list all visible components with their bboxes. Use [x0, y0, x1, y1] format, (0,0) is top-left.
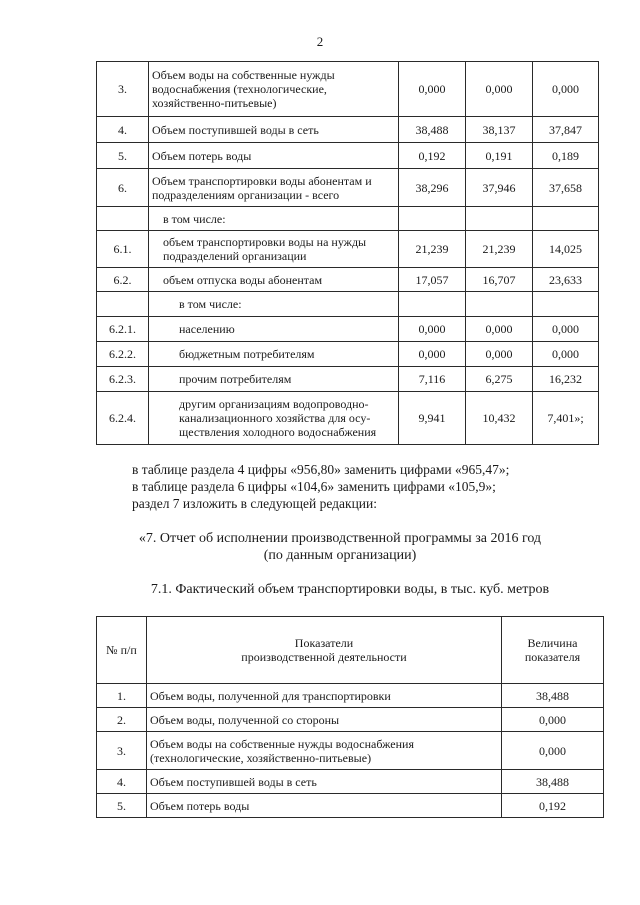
header-value — [502, 617, 604, 684]
table-row — [97, 143, 599, 169]
row-description: в том числе: — [149, 292, 399, 317]
value-col-1: 17,057 — [399, 268, 466, 292]
value-col-3: 14,025 — [533, 231, 599, 268]
transport-volume-table — [96, 61, 599, 445]
value-col-3: 0,000 — [533, 62, 599, 117]
table-row — [97, 292, 599, 317]
amendment-paragraph: в таблице раздела 6 цифры «104,6» заменить цифрами «105,9»; — [132, 479, 496, 494]
value-col-3: 0,000 — [533, 317, 599, 342]
row-description: Объем потерь воды — [147, 794, 502, 818]
value-col-1: 9,941 — [399, 392, 466, 445]
value-col-3 — [533, 207, 599, 231]
amendment-paragraph: раздел 7 изложить в следующей редакции: — [132, 496, 378, 511]
row-number: 1. — [97, 684, 147, 708]
row-description: населению — [149, 317, 399, 342]
value-col-2: 10,432 — [466, 392, 533, 445]
value-col-3: 0,000 — [533, 342, 599, 367]
value-col-1: 7,116 — [399, 367, 466, 392]
row-number: 6.1. — [97, 231, 149, 268]
row-description: Объем воды, полученной для транспортировки — [147, 684, 502, 708]
row-value: 38,488 — [502, 684, 604, 708]
table-row — [97, 342, 599, 367]
value-col-2: 6,275 — [466, 367, 533, 392]
table-row — [97, 392, 599, 445]
table-row — [97, 62, 599, 117]
header-indicators-line1: Показатели — [294, 636, 354, 650]
value-col-1 — [399, 207, 466, 231]
table-row — [97, 317, 599, 342]
table-row — [97, 231, 599, 268]
value-col-2: 38,137 — [466, 117, 533, 143]
row-description: бюджетным потребителям — [149, 342, 399, 367]
row-description: объем отпуска воды абонентам — [149, 268, 399, 292]
row-value: 38,488 — [502, 770, 604, 794]
row-number: 6.2.1. — [97, 317, 149, 342]
row-number: 3. — [97, 62, 149, 117]
value-col-2 — [466, 292, 533, 317]
value-col-1: 38,296 — [399, 169, 466, 207]
value-col-3: 37,658 — [533, 169, 599, 207]
header-indicators — [147, 617, 502, 684]
row-number: 6.2. — [97, 268, 149, 292]
row-number: 5. — [97, 794, 147, 818]
table-row — [97, 708, 604, 732]
row-number — [97, 292, 149, 317]
row-description: Объем транспортировки воды абонентам и подразделениям организации - всего — [149, 169, 399, 207]
row-value: 0,000 — [502, 708, 604, 732]
value-col-3: 37,847 — [533, 117, 599, 143]
value-col-3: 16,232 — [533, 367, 599, 392]
page-number: 2 — [316, 34, 324, 49]
table-header-row — [97, 617, 604, 684]
value-col-1: 0,000 — [399, 317, 466, 342]
row-number — [97, 207, 149, 231]
header-value-line2: показателя — [524, 650, 581, 664]
value-col-2: 0,000 — [466, 317, 533, 342]
amendment-paragraph: в таблице раздела 4 цифры «956,80» заменить цифрами «965,47»; — [132, 462, 510, 477]
table-row — [97, 207, 599, 231]
value-col-1 — [399, 292, 466, 317]
row-description: Объем воды на собственные нужды водоснабжения (технологические, хозяйственно-питьевые) — [149, 62, 399, 117]
value-col-3: 0,189 — [533, 143, 599, 169]
row-number: 6.2.3. — [97, 367, 149, 392]
row-description: Объем воды, полученной со стороны — [147, 708, 502, 732]
value-col-1: 21,239 — [399, 231, 466, 268]
header-number: № п/п — [97, 617, 147, 684]
row-description: в том числе: — [149, 207, 399, 231]
value-col-1: 0,000 — [399, 342, 466, 367]
section-7-1-title: 7.1. Фактический объем транспортировки воды, в тыс. куб. метров — [150, 582, 550, 597]
row-description: Объем поступившей воды в сеть — [149, 117, 399, 143]
row-number: 4. — [97, 117, 149, 143]
row-description: Объем поступившей воды в сеть — [147, 770, 502, 794]
row-description: объем транспортировки воды на нужды подразделений организации — [149, 231, 399, 268]
row-value: 0,000 — [502, 732, 604, 770]
table-row — [97, 117, 599, 143]
table-row — [97, 732, 604, 770]
section-7-subtitle: (по данным организации) — [263, 548, 417, 563]
header-value-line1: Величина — [527, 636, 578, 650]
value-col-1: 38,488 — [399, 117, 466, 143]
value-col-2 — [466, 207, 533, 231]
actual-volume-table — [96, 616, 604, 818]
value-col-2: 37,946 — [466, 169, 533, 207]
row-description: Объем потерь воды — [149, 143, 399, 169]
value-col-1: 0,192 — [399, 143, 466, 169]
row-value: 0,192 — [502, 794, 604, 818]
table-row — [97, 367, 599, 392]
table-row — [97, 268, 599, 292]
row-number: 3. — [97, 732, 147, 770]
value-col-2: 0,191 — [466, 143, 533, 169]
row-number: 4. — [97, 770, 147, 794]
value-col-3: 23,633 — [533, 268, 599, 292]
value-col-2: 21,239 — [466, 231, 533, 268]
value-col-2: 0,000 — [466, 342, 533, 367]
table-row — [97, 684, 604, 708]
value-col-3: 7,401»; — [533, 392, 599, 445]
section-7-title: «7. Отчет об исполнении производственной программы за 2016 год — [138, 531, 542, 546]
table-row — [97, 770, 604, 794]
row-description: Объем воды на собственные нужды водоснабжения (технологические, хозяйственно-питьевые) — [147, 732, 502, 770]
header-indicators-line2: производственной деятельности — [241, 650, 407, 664]
row-number: 6.2.2. — [97, 342, 149, 367]
value-col-3 — [533, 292, 599, 317]
table-row — [97, 794, 604, 818]
row-number: 6. — [97, 169, 149, 207]
row-number: 2. — [97, 708, 147, 732]
table-row — [97, 169, 599, 207]
value-col-2: 0,000 — [466, 62, 533, 117]
row-number: 5. — [97, 143, 149, 169]
row-number: 6.2.4. — [97, 392, 149, 445]
value-col-1: 0,000 — [399, 62, 466, 117]
row-description: прочим потребителям — [149, 367, 399, 392]
value-col-2: 16,707 — [466, 268, 533, 292]
row-description: другим организациям водопроводно-канализационного хозяйства для осу-ществления холодного водоснабжения — [149, 392, 399, 445]
